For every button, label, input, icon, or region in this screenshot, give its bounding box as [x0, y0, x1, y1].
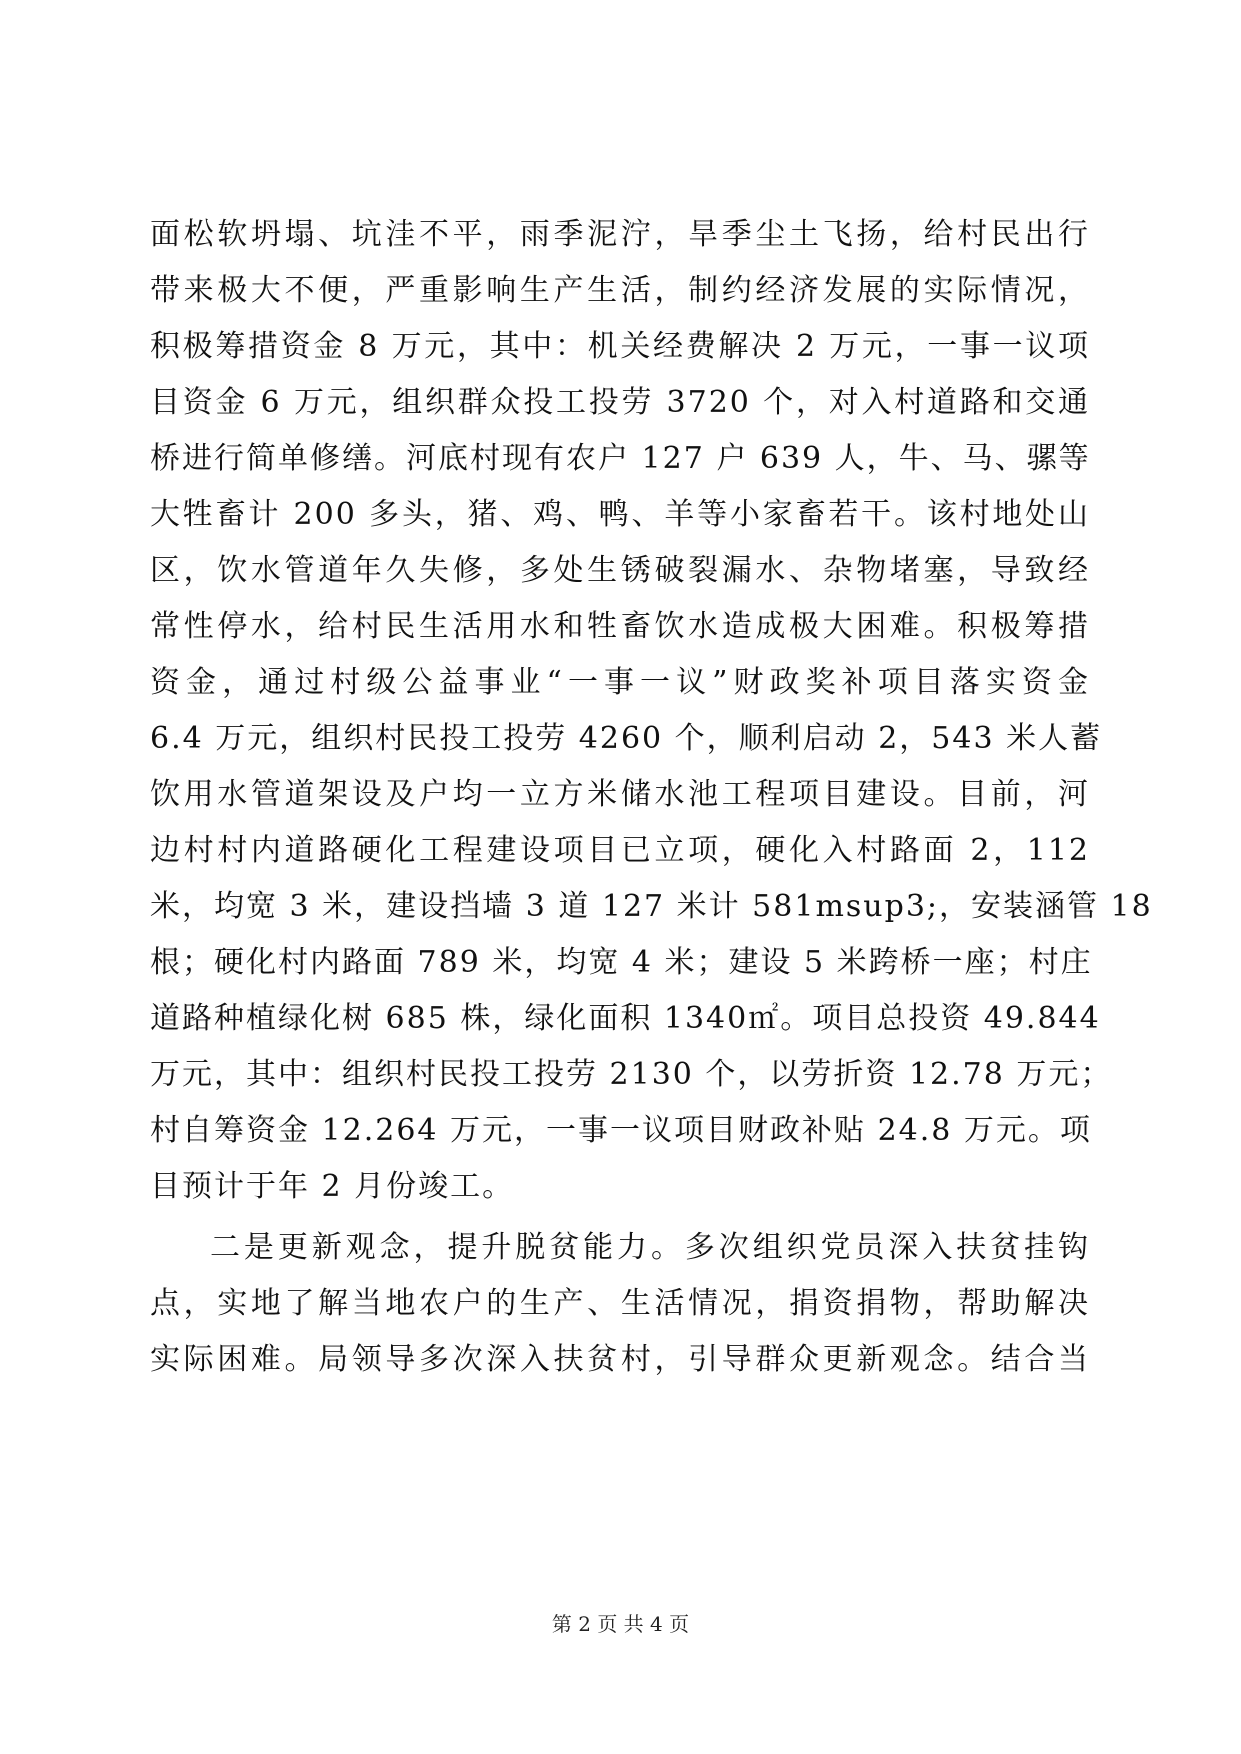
text-line: 根；硬化村内路面 789 米，均宽 4 米；建设 5 米跨桥一座；村庄 — [150, 945, 1093, 980]
text-line: 村自筹资金 12.264 万元，一事一议项目财政补贴 24.8 万元。项 — [150, 1113, 1092, 1148]
text-line: 区，饮水管道年久失修，多处生锈破裂漏水、杂物堵塞，导致经 — [150, 553, 1090, 588]
text-line: 桥进行简单修缮。河底村现有农户 127 户 639 人，牛、马、骡等 — [150, 441, 1091, 476]
text-line: 资金，通过村级公益事业“一事一议”财政奖补项目落实资金 — [150, 665, 1090, 700]
text-line: 面松软坍塌、坑洼不平，雨季泥泞，旱季尘土飞扬，给村民出行 — [150, 217, 1090, 252]
text-line: 道路种植绿化树 685 株，绿化面积 1340㎡。项目总投资 49.844 — [150, 1001, 1101, 1036]
text-line: 万元，其中：组织村民投工投劳 2130 个，以劳折资 12.78 万元； — [150, 1057, 1113, 1092]
text-line: 目预计于年 2 月份竣工。 — [150, 1169, 515, 1204]
text-line: 带来极大不便，严重影响生产生活，制约经济发展的实际情况， — [150, 273, 1090, 308]
text-line: 二是更新观念，提升脱贫能力。多次组织党员深入扶贫挂钩 — [210, 1230, 1090, 1265]
text-line: 大牲畜计 200 多头，猪、鸡、鸭、羊等小家畜若干。该村地处山 — [150, 497, 1090, 532]
page-number-footer: 第 2 页 共 4 页 — [551, 1612, 690, 1636]
text-line: 积极筹措资金 8 万元，其中：机关经费解决 2 万元，一事一议项 — [150, 329, 1090, 364]
text-line: 点，实地了解当地农户的生产、生活情况，捐资捐物，帮助解决 — [150, 1286, 1090, 1321]
text-line: 目资金 6 万元，组织群众投工投劳 3720 个，对入村道路和交通 — [150, 385, 1090, 420]
text-line: 边村村内道路硬化工程建设项目已立项，硬化入村路面 2，112 — [150, 833, 1090, 868]
text-line: 6.4 万元，组织村民投工投劳 4260 个，顺利启动 2，543 米人蓄 — [150, 721, 1103, 756]
text-line: 米，均宽 3 米，建设挡墙 3 道 127 米计 581msup3;，安装涵管 18 — [150, 889, 1153, 924]
text-line: 饮用水管道架设及户均一立方米储水池工程项目建设。目前，河 — [150, 777, 1090, 812]
text-line: 常性停水，给村民生活用水和牲畜饮水造成极大困难。积极筹措 — [150, 609, 1090, 644]
text-line: 实际困难。局领导多次深入扶贫村，引导群众更新观念。结合当 — [150, 1342, 1090, 1377]
